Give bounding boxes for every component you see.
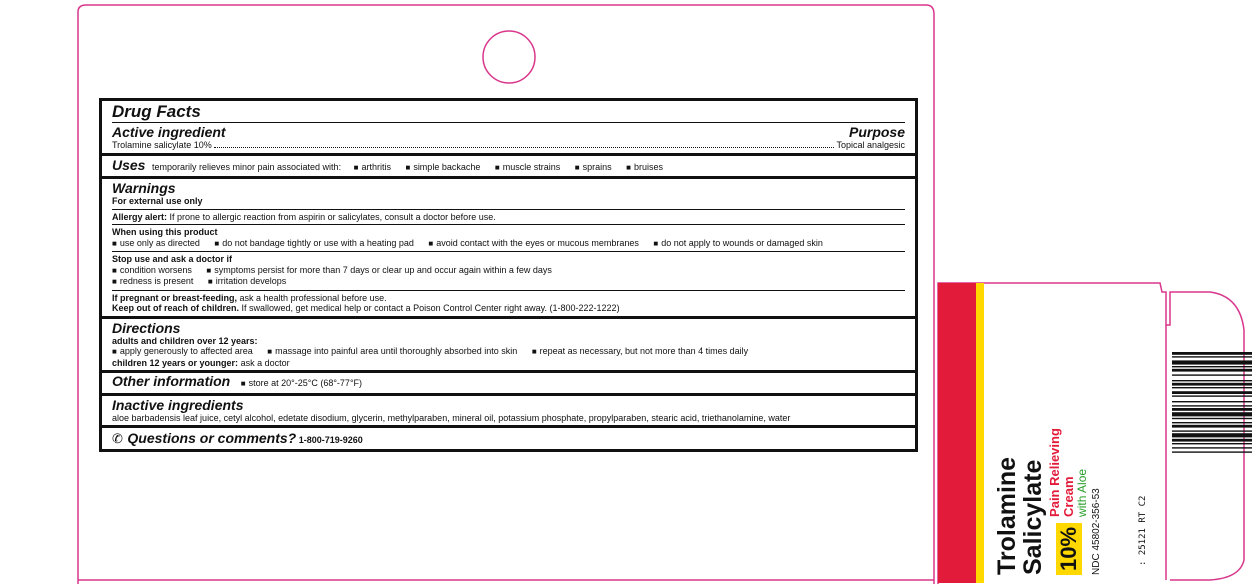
uses-item: ■ bruises <box>626 162 663 172</box>
yellow-stripe <box>976 283 984 583</box>
brand-variant: with Aloe <box>1075 468 1089 517</box>
directions-section <box>102 319 915 374</box>
uses-item: ■ sprains <box>575 162 612 172</box>
warnings-section <box>102 179 915 319</box>
hang-hole-circle <box>483 31 535 83</box>
uses-item: ■ muscle strains <box>495 162 560 172</box>
questions-heading: Questions or comments? <box>127 430 297 446</box>
purpose-heading: Purpose <box>848 124 905 140</box>
children-text: If swallowed, get medical help or contact a Poison Control Center right away. (1-800-222-1222) <box>241 303 620 313</box>
lot-code: : 25121 RT C2 <box>1138 495 1148 566</box>
brand-percent: 10% <box>1056 523 1082 575</box>
other-information-heading: Other information <box>112 373 231 389</box>
stop-use-item: ■ symptoms persist for more than 7 days or clear up and occur again within a few days <box>206 265 552 275</box>
when-using-heading: When using this product <box>112 227 218 237</box>
external-use-notice: For external use only <box>112 196 203 206</box>
inactive-ingredients-section <box>102 396 915 429</box>
brand-block <box>994 406 1102 575</box>
barcode-icon <box>1172 352 1252 502</box>
inactive-ingredients-text: aloe barbadensis leaf juice, cetyl alcohol, edetate disodium, glycerin, methylparaben, mineral oil, potassium phosphate, propylparaben, stearic acid, triethanolamine, water <box>112 412 791 423</box>
phone-icon: ✆ <box>112 431 123 446</box>
stop-use-item: ■ condition worsens <box>112 265 192 275</box>
purpose: Topical analgesic <box>836 140 905 150</box>
when-using-item: ■ do not apply to wounds or damaged skin <box>653 238 822 248</box>
kids-label: children 12 years or younger: <box>112 357 239 368</box>
drug-facts-title: Drug Facts <box>112 102 201 121</box>
uses-item: ■ arthritis <box>354 162 391 172</box>
when-using-item: ■ do not bandage tightly or use with a heating pad <box>214 238 414 248</box>
pregnant-text: ask a health professional before use. <box>239 292 387 303</box>
red-stripe <box>938 283 976 583</box>
stop-use-heading: Stop use and ask a doctor if <box>112 254 233 264</box>
pregnant-label: If pregnant or breast-feeding, <box>112 292 238 303</box>
uses-section <box>102 156 915 180</box>
stop-use-item: ■ redness is present <box>112 276 193 286</box>
kids-text: ask a doctor <box>240 357 290 368</box>
questions-phone: 1-800-719-9260 <box>298 435 363 445</box>
other-information-item: ■ store at 20°-25°C (68°-77°F) <box>241 378 362 388</box>
directions-item: ■ repeat as necessary, but not more than 4 times daily <box>532 346 748 356</box>
warnings-heading: Warnings <box>112 180 176 196</box>
when-using-item: ■ avoid contact with the eyes or mucous membranes <box>428 238 638 248</box>
active-ingredient: Trolamine salicylate 10% <box>112 140 212 150</box>
active-ingredient-heading: Active ingredient <box>112 124 226 140</box>
questions-section <box>102 428 915 449</box>
adults-label: adults and children over 12 years: <box>112 335 258 346</box>
uses-heading: Uses <box>112 156 146 173</box>
directions-heading: Directions <box>112 319 181 336</box>
drug-facts-panel <box>99 98 918 452</box>
ndc-number: NDC 45802-356-53 <box>1091 488 1102 575</box>
uses-item: ■ simple backache <box>405 162 480 172</box>
when-using-item: ■ use only as directed <box>112 238 200 248</box>
leader-dots <box>214 147 835 148</box>
directions-item: ■ apply generously to affected area <box>112 346 253 356</box>
directions-item: ■ massage into painful area until thoroughly absorbed into skin <box>267 346 517 356</box>
other-information-section <box>102 373 915 396</box>
inactive-ingredients-heading: Inactive ingredients <box>112 396 244 413</box>
brand-name: Trolamine Salicylate <box>993 456 1047 575</box>
stop-use-item: ■ irritation develops <box>208 276 286 286</box>
uses-text: temporarily relieves minor pain associated with: <box>151 161 342 172</box>
allergy-text: If prone to allergic reaction from aspirin or salicylates, consult a doctor before use. <box>169 211 496 222</box>
children-label: Keep out of reach of children. <box>112 303 240 313</box>
allergy-label: Allergy alert: <box>112 211 168 222</box>
side-panel <box>938 283 1163 583</box>
brand-product: Pain Relieving Cream <box>1047 428 1076 517</box>
active-ingredient-section <box>102 101 915 156</box>
